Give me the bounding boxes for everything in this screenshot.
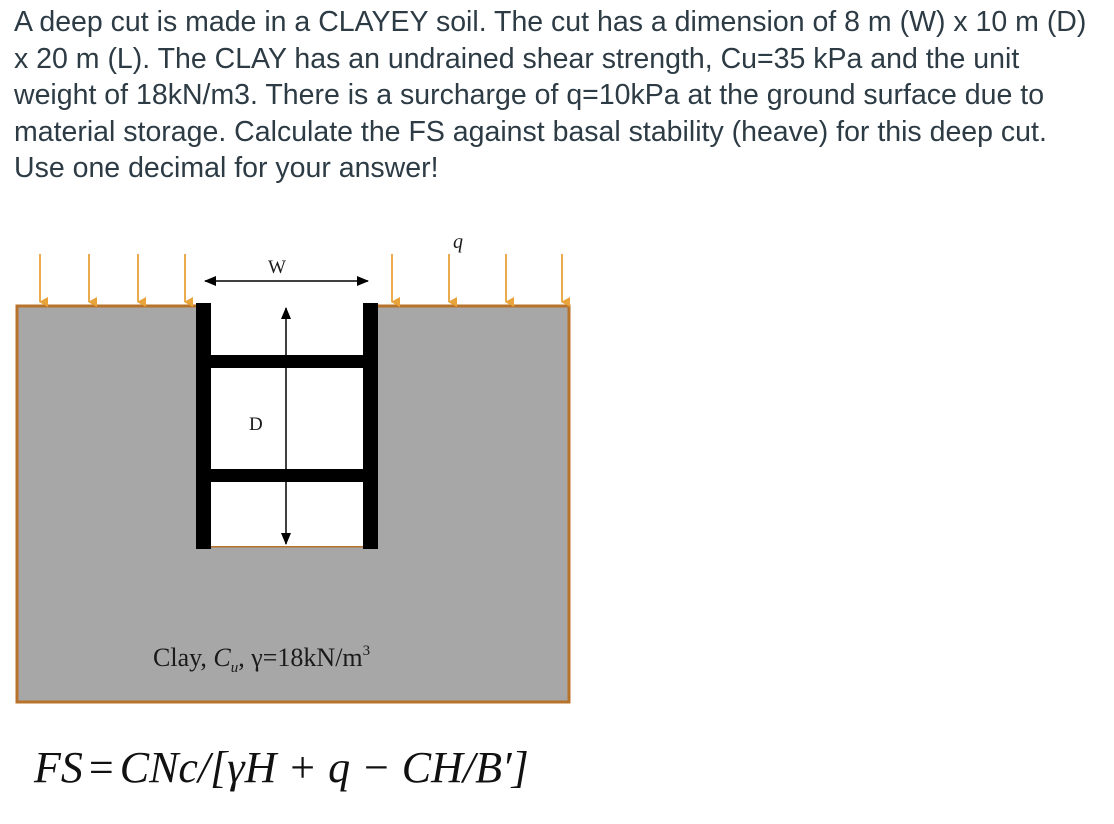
right-wall bbox=[363, 303, 378, 549]
soil-label bbox=[153, 643, 370, 676]
surcharge-label: q bbox=[453, 231, 463, 253]
surcharge-arrows bbox=[40, 254, 562, 302]
question-text: A deep cut is made in a CLAYEY soil. The cut has a dimension of 8 m (W) x 10 m (D) x 20 m (L). The CLAY has an undrained shear strength, Cu=35 kPa and the unit weight of 18kN/m3. There is a surcharge of q=10kPa at the ground surface due to material storage. Calculate the FS against basal stability (heave) for this deep cut. Use one decimal for your answer! bbox=[14, 6, 1087, 184]
left-wall bbox=[196, 303, 211, 549]
soil-label-prefix: Clay, bbox=[153, 643, 214, 672]
soil-label-rest: , γ=18kN/m bbox=[238, 643, 363, 672]
formula-rhs: CNc/[γH + q − CH/B′] bbox=[119, 743, 529, 792]
soil-label-cu-sub: u bbox=[230, 660, 239, 676]
soil-label-cu: C bbox=[213, 643, 231, 672]
soil-label-exp: 3 bbox=[362, 643, 371, 659]
fs-formula bbox=[34, 742, 529, 793]
upper-strut bbox=[205, 355, 369, 368]
width-label: W bbox=[268, 257, 286, 278]
depth-label: D bbox=[249, 414, 263, 435]
excavation bbox=[205, 306, 369, 546]
deep-cut-diagram bbox=[0, 210, 620, 710]
formula-equals: = bbox=[88, 743, 114, 792]
lower-strut bbox=[205, 469, 369, 482]
formula-lhs: FS bbox=[34, 743, 83, 792]
